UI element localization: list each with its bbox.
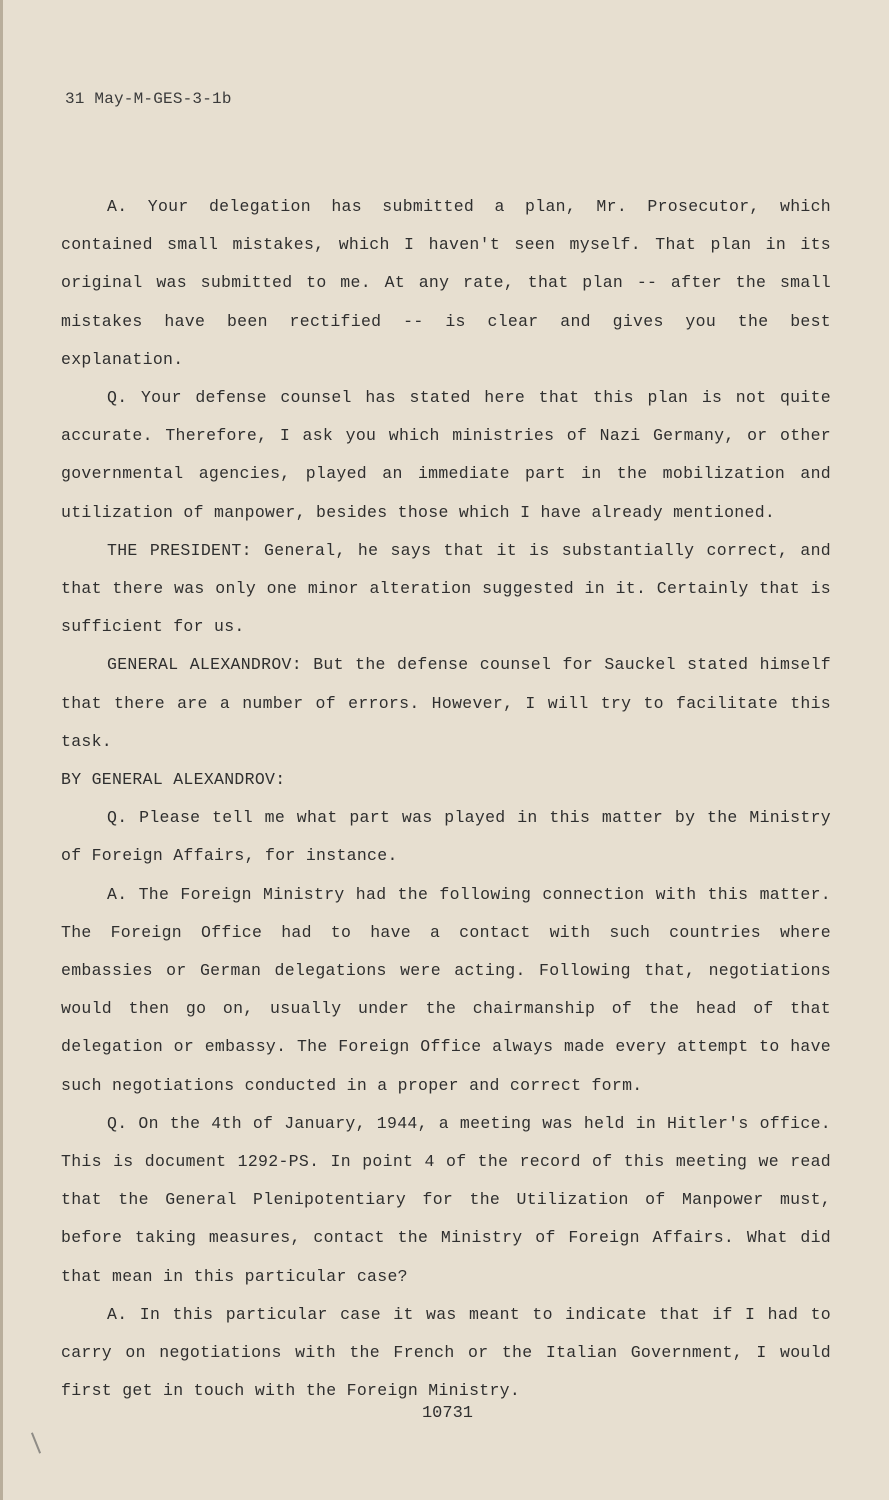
paragraph-president: THE PRESIDENT: General, he says that it is substantially correct, and that there was only one minor alteration suggested in it. Certainly that is sufficient for us. — [61, 540, 831, 637]
transcript-body — [61, 188, 831, 1411]
paragraph-question-ministries: Q. Your defense counsel has stated here that this plan is not quite accurate. Therefore, I ask you which ministries of Nazi Germany, or other governmental agencies, played an immediate part in the mobilization and utilization of manpower, besides those which I have already mentioned. — [61, 388, 831, 522]
document-header: 31 May-M-GES-3-1b — [65, 90, 232, 108]
paragraph-question-foreign-affairs: Q. Please tell me what part was played in this matter by the Ministry of Foreign Affairs, for instance. — [61, 808, 831, 866]
paragraph-question-meeting: Q. On the 4th of January, 1944, a meeting was held in Hitler's office. This is document 1292-PS. In point 4 of the record of this meeting we read that the General Plenipotentiary for the Utilization of Manpower must, before taking measures, contact the Ministry of Foreign Affairs. What did that mean in this particular case? — [61, 1113, 831, 1286]
paragraph-answer-particular-case: A. In this particular case it was meant to indicate that if I had to carry on negotiations with the French or the Italian Government, I would first get in touch with the Foreign Ministry. — [61, 1304, 831, 1401]
speaker-heading: BY GENERAL ALEXANDROV: — [61, 770, 286, 790]
paragraph-general-alexandrov: GENERAL ALEXANDROV: But the defense counsel for Sauckel stated himself that there are a number of errors. However, I will try to facilitate this task. — [61, 655, 831, 751]
pencil-mark — [31, 1432, 41, 1453]
paragraph-answer-plan: A. Your delegation has submitted a plan, Mr. Prosecutor, which contained small mistakes, which I haven't seen myself. That plan in its original was submitted to me. At any rate, that plan -- after the small mistakes have been rectified -- is clear and gives you the best explanation. — [61, 197, 831, 369]
paragraph-answer-foreign-ministry: A. The Foreign Ministry had the following connection with this matter. The Foreign Office had to have a contact with such countries where embassies or German delegations were acting. Following that, negotiations would then go on, usually under the chairmanship of the head of that delegation or embassy. The Foreign Office always made every attempt to have such negotiations conducted in a proper and correct form. — [61, 884, 831, 1095]
page-number: 10731 — [421, 1404, 473, 1423]
